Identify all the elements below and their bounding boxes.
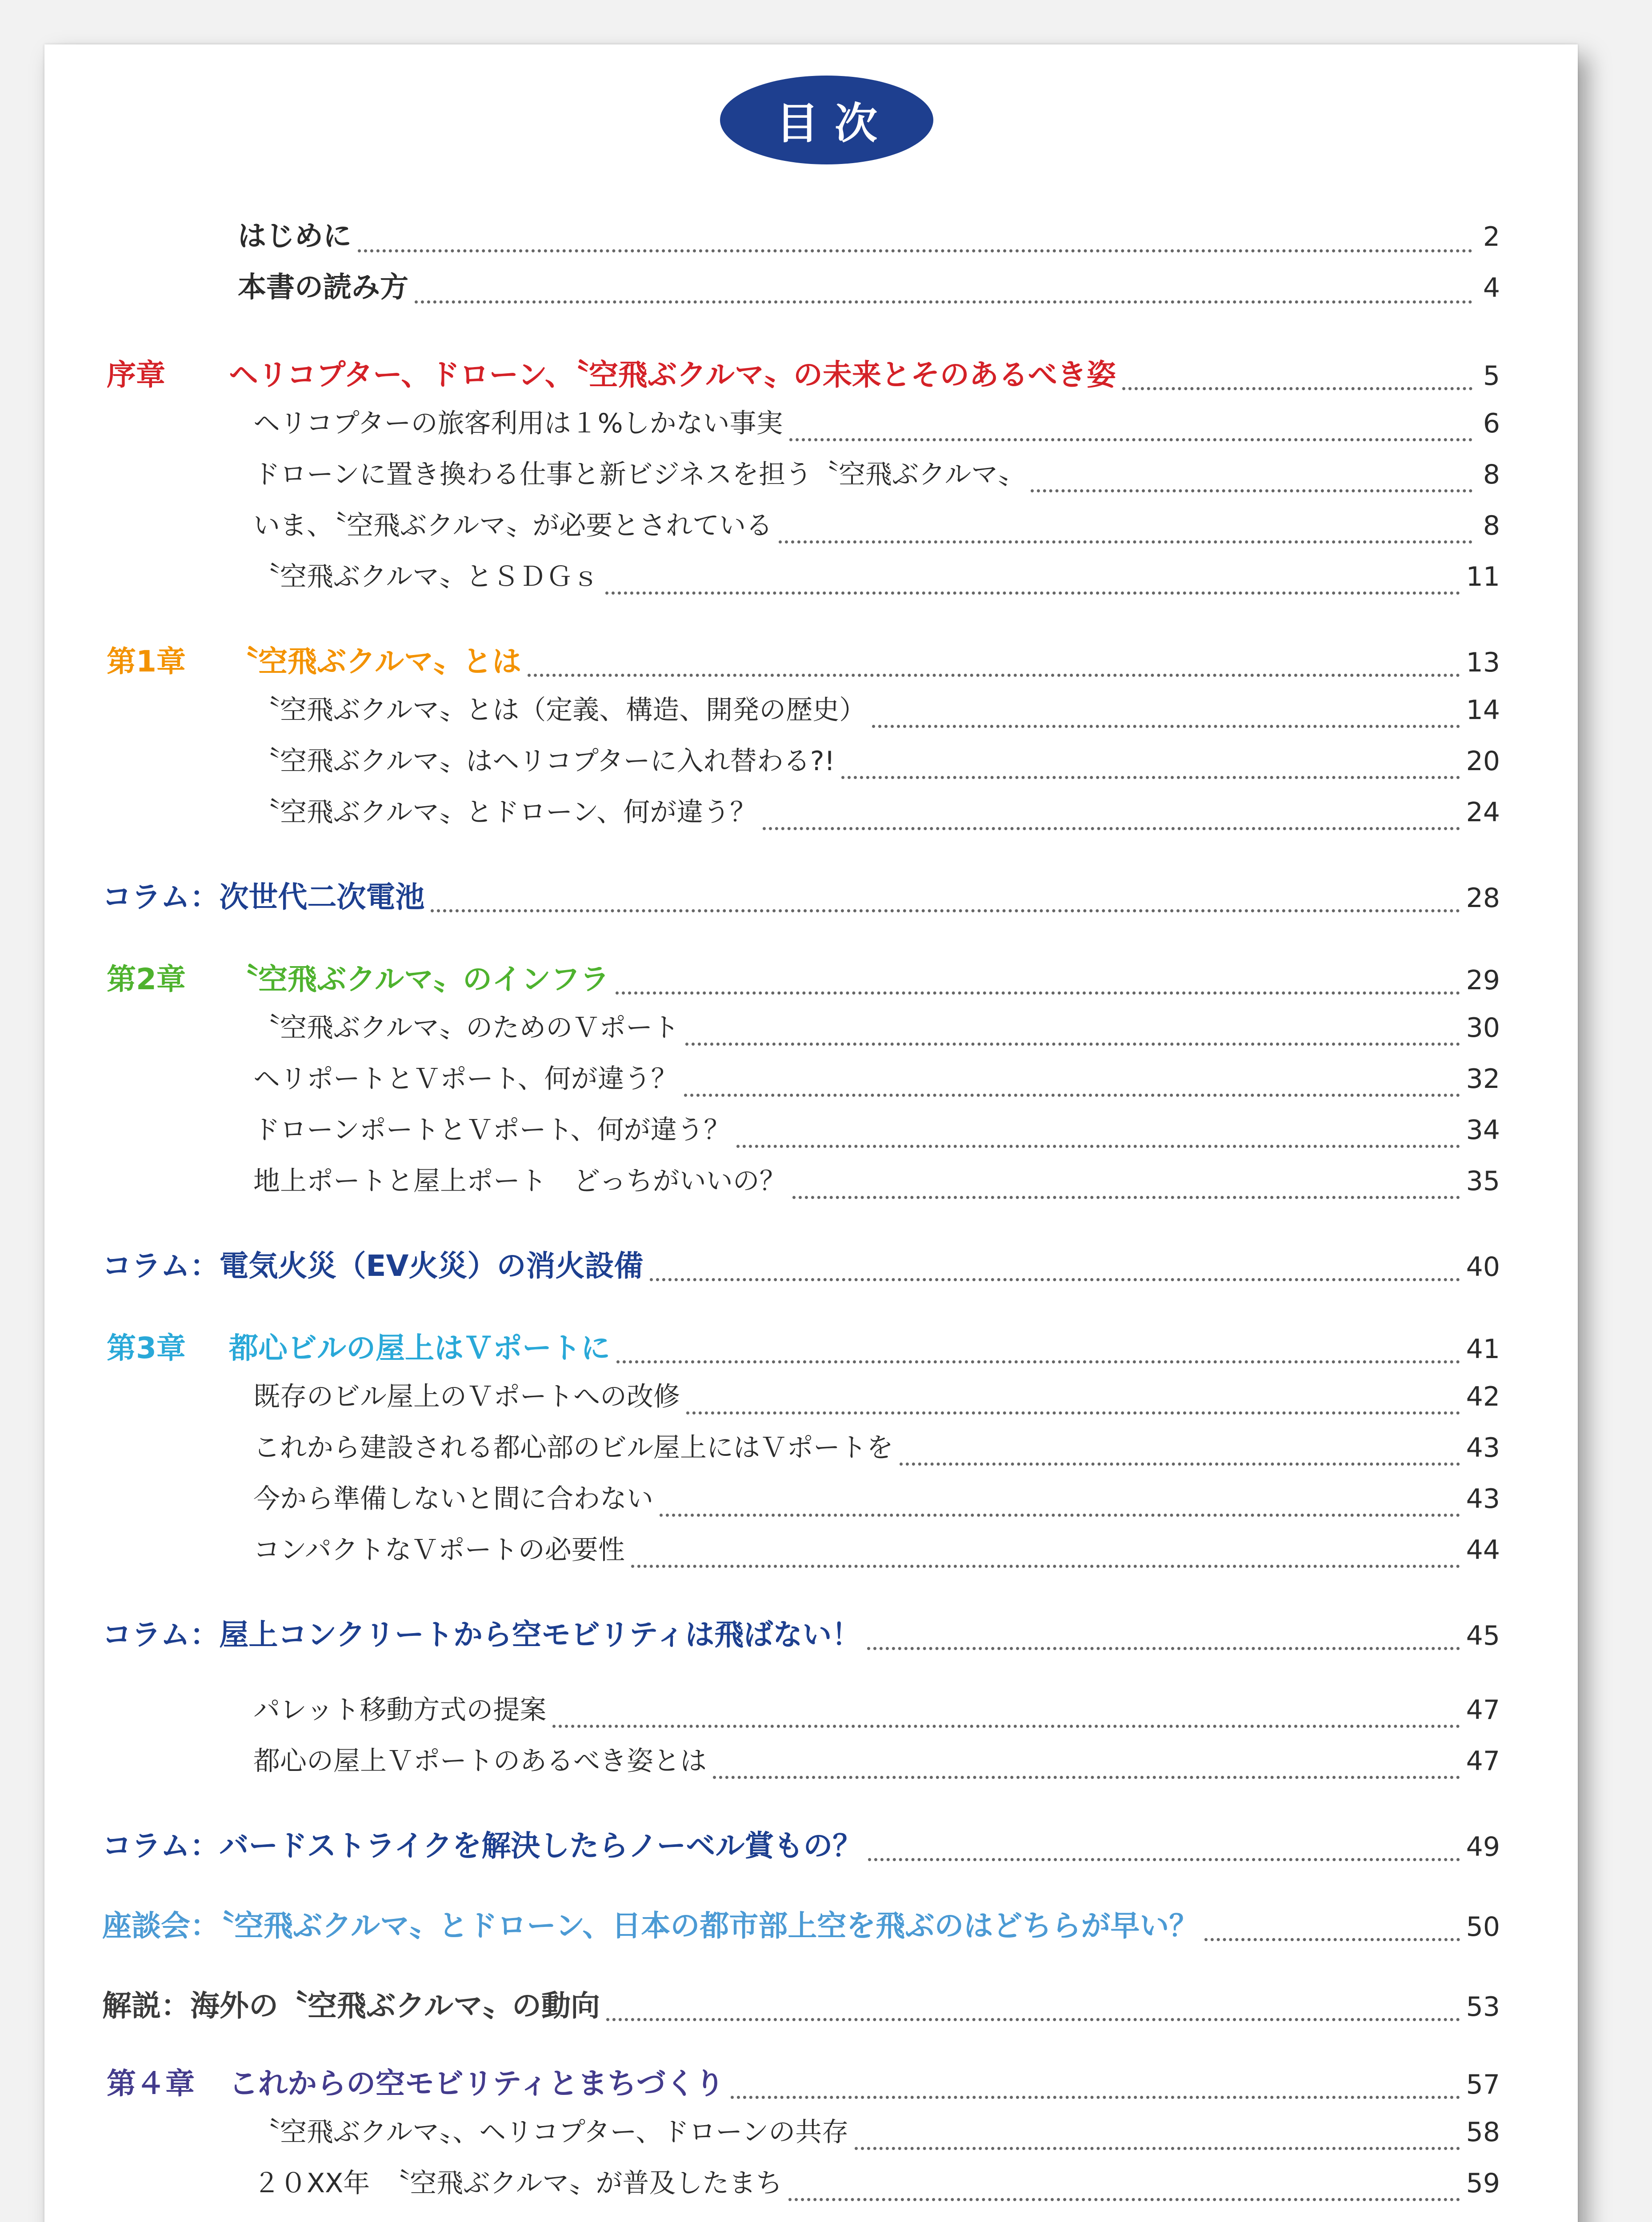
page-number: 30	[1466, 1012, 1500, 1043]
toc-entry[interactable]	[253, 1740, 1500, 1784]
toc-commentary[interactable]	[102, 1982, 1500, 2026]
dot-leader	[731, 2092, 1460, 2099]
dot-leader	[872, 721, 1460, 728]
page-number: 41	[1466, 1334, 1500, 1365]
entry-label: 〝空飛ぶクルマ〟のためのＶポート	[253, 1012, 680, 1043]
toc-entry[interactable]	[253, 1058, 1500, 1102]
toc-entry[interactable]	[253, 1427, 1500, 1471]
toc-column-4[interactable]	[102, 1822, 1500, 1866]
page-number: 20	[1466, 746, 1500, 777]
dot-leader	[616, 988, 1460, 995]
toc-entry[interactable]	[253, 1478, 1500, 1522]
roundtable-title: 座談会：〝空飛ぶクルマ〟とドローン、日本の都市部上空を飛ぶのはどちらが早い？	[102, 1909, 1199, 1943]
dot-leader	[1031, 486, 1472, 492]
toc-entry[interactable]	[253, 1529, 1500, 1573]
dot-leader	[841, 772, 1460, 779]
dot-leader	[686, 1408, 1460, 1415]
page-number: 59	[1466, 2168, 1500, 2199]
dot-leader	[736, 1141, 1460, 1148]
entry-label: 〝空飛ぶクルマ〟、ヘリコプター、ドローンの共存	[253, 2117, 849, 2148]
dot-leader	[552, 1721, 1460, 1728]
toc-column-1[interactable]	[102, 873, 1500, 918]
chapter-number: 第1章	[107, 644, 186, 679]
toc-entry[interactable]	[253, 1109, 1500, 1153]
page-number: 42	[1466, 1381, 1500, 1412]
page-number: 47	[1466, 1746, 1500, 1777]
page-number: 45	[1466, 1620, 1500, 1651]
column-title: コラム：バードストライクを解決したらノーベル賞もの？	[102, 1829, 862, 1863]
dot-leader	[631, 1561, 1460, 1568]
column-title: コラム：屋上コンクリートから空モビリティは飛ばない！	[102, 1618, 861, 1652]
dot-leader	[415, 297, 1472, 304]
dot-leader	[713, 1772, 1460, 1779]
chapter-number: 第3章	[107, 1331, 186, 1365]
entry-label: いま、〝空飛ぶクルマ〟が必要とされている	[253, 510, 773, 541]
page-number: 58	[1466, 2117, 1500, 2148]
toc-entry[interactable]	[253, 740, 1500, 784]
entry-label: 〝空飛ぶクルマ〟はヘリコプターに入れ替わる?!	[253, 746, 835, 777]
entry-label: コンパクトなＶポートの必要性	[253, 1535, 625, 1566]
toc-entry[interactable]	[253, 1375, 1500, 1420]
dot-leader	[605, 588, 1460, 595]
toc-chapter-4[interactable]	[107, 2060, 1500, 2104]
page-number: 44	[1466, 1535, 1500, 1566]
dot-leader	[900, 1459, 1460, 1466]
toc-entry[interactable]	[253, 1689, 1500, 1733]
entry-label: 〝空飛ぶクルマ〟とは（定義、構造、開発の歴史）	[253, 695, 866, 726]
entry-label: 〝空飛ぶクルマ〟とＳＤＧｓ	[253, 561, 600, 592]
toc-entry-intro[interactable]	[238, 213, 1500, 258]
entry-label: これから建設される都心部のビル屋上にはＶポートを	[253, 1432, 893, 1463]
toc-chapter-2[interactable]	[107, 955, 1500, 1000]
chapter-number: 第2章	[107, 962, 186, 996]
page-number: 6	[1483, 408, 1500, 439]
page-number: 43	[1466, 1483, 1500, 1515]
toc-column-2[interactable]	[102, 1242, 1500, 1287]
toc-column-3[interactable]	[102, 1611, 1500, 1655]
dot-leader	[650, 1275, 1460, 1281]
page-number: 29	[1466, 965, 1500, 996]
chapter-number: 第４章	[107, 2066, 195, 2101]
toc-entry[interactable]	[253, 556, 1500, 600]
page-number: 8	[1483, 510, 1500, 541]
entry-label: ２０XX年 〝空飛ぶクルマ〟が普及したまち	[253, 2168, 783, 2199]
dot-leader	[779, 537, 1472, 544]
dot-leader	[660, 1510, 1460, 1517]
toc-entry[interactable]	[253, 1160, 1500, 1204]
entry-label: ドローンポートとＶポート、何が違う？	[253, 1115, 731, 1146]
dot-leader	[684, 1090, 1460, 1097]
toc-entry[interactable]	[253, 2162, 1500, 2206]
dot-leader	[685, 1039, 1460, 1046]
toc-title-badge	[720, 76, 933, 164]
toc-entry[interactable]	[253, 791, 1500, 835]
entry-label: はじめに	[238, 220, 352, 253]
dot-leader	[528, 670, 1460, 677]
toc-entry[interactable]	[253, 402, 1500, 447]
entry-label: 既存のビル屋上のＶポートへの改修	[253, 1381, 680, 1412]
dot-leader	[1122, 384, 1472, 390]
page-number: 4	[1483, 272, 1500, 304]
page-number: 11	[1466, 561, 1500, 592]
column-title: コラム：次世代二次電池	[102, 880, 425, 914]
entry-label: 地上ポートと屋上ポート どっちがいいの？	[253, 1166, 786, 1197]
chapter-title: これからの空モビリティとまちづくり	[229, 2066, 724, 2101]
toc-entry[interactable]	[253, 689, 1500, 733]
page-number: 43	[1466, 1432, 1500, 1463]
page-number: 47	[1466, 1694, 1500, 1726]
page-number: 53	[1466, 1991, 1500, 2022]
toc-title: 目次	[776, 98, 893, 148]
dot-leader	[789, 435, 1472, 441]
chapter-number: 序章	[107, 358, 165, 392]
dot-leader	[606, 2014, 1460, 2021]
page-number: 35	[1466, 1166, 1500, 1197]
page-number: 24	[1466, 797, 1500, 828]
toc-chapter-prologue[interactable]	[107, 351, 1500, 396]
toc-entry[interactable]	[253, 1007, 1500, 1051]
toc-roundtable[interactable]	[102, 1902, 1500, 1946]
entry-label: 本書の読み方	[238, 271, 408, 304]
entry-label: 都心の屋上Ｖポートのあるべき姿とは	[253, 1746, 707, 1777]
dot-leader	[792, 1192, 1460, 1199]
chapter-title: 都心ビルの屋上はＶポートに	[229, 1331, 610, 1365]
toc-entry-howto[interactable]	[238, 264, 1500, 309]
page-number: 14	[1466, 695, 1500, 726]
page-number: 34	[1466, 1115, 1500, 1146]
dot-leader	[616, 1357, 1460, 1363]
page-number: 13	[1466, 647, 1500, 678]
dot-leader	[1204, 1934, 1460, 1941]
dot-leader	[788, 2194, 1460, 2201]
page-number: 28	[1466, 883, 1500, 914]
entry-label: ドローンに置き換わる仕事と新ビジネスを担う〝空飛ぶクルマ〟	[253, 459, 1025, 490]
toc-page	[44, 44, 1578, 2222]
entry-label: ヘリポートとＶポート、何が違う？	[253, 1063, 678, 1095]
page-number: 49	[1466, 1831, 1500, 1862]
toc-entry[interactable]	[253, 453, 1500, 498]
toc-chapter-1[interactable]	[107, 638, 1500, 682]
page-number: 8	[1483, 459, 1500, 490]
page-number: 32	[1466, 1063, 1500, 1095]
chapter-title: 〝空飛ぶクルマ〟のインフラ	[229, 962, 610, 996]
dot-leader	[868, 1854, 1460, 1861]
chapter-title: ヘリコプター、ドローン、〝空飛ぶクルマ〟の未来とそのあるべき姿	[229, 358, 1116, 392]
page-number: 50	[1466, 1911, 1500, 1942]
dot-leader	[763, 823, 1460, 830]
toc-chapter-3[interactable]	[107, 1324, 1500, 1369]
page-number: 40	[1466, 1251, 1500, 1283]
toc-entry[interactable]	[253, 504, 1500, 549]
dot-leader	[855, 2143, 1460, 2150]
dot-leader	[358, 246, 1472, 252]
toc-entry[interactable]	[253, 2111, 1500, 2155]
dot-leader	[867, 1643, 1460, 1650]
page-number: 5	[1483, 360, 1500, 392]
column-title: コラム：電気火災（EV火災）の消火設備	[102, 1249, 644, 1283]
commentary-title: 解説：海外の〝空飛ぶクルマ〟の動向	[102, 1989, 600, 2023]
page-number: 2	[1483, 221, 1500, 252]
entry-label: 今から準備しないと間に合わない	[253, 1483, 653, 1515]
page-number: 57	[1466, 2069, 1500, 2100]
entry-label: パレット移動方式の提案	[253, 1694, 547, 1726]
entry-label: ヘリコプターの旅客利用は１%しかない事実	[253, 408, 783, 439]
chapter-title: 〝空飛ぶクルマ〟とは	[229, 644, 522, 679]
dot-leader	[431, 906, 1460, 912]
entry-label: 〝空飛ぶクルマ〟とドローン、何が違う？	[253, 797, 757, 828]
